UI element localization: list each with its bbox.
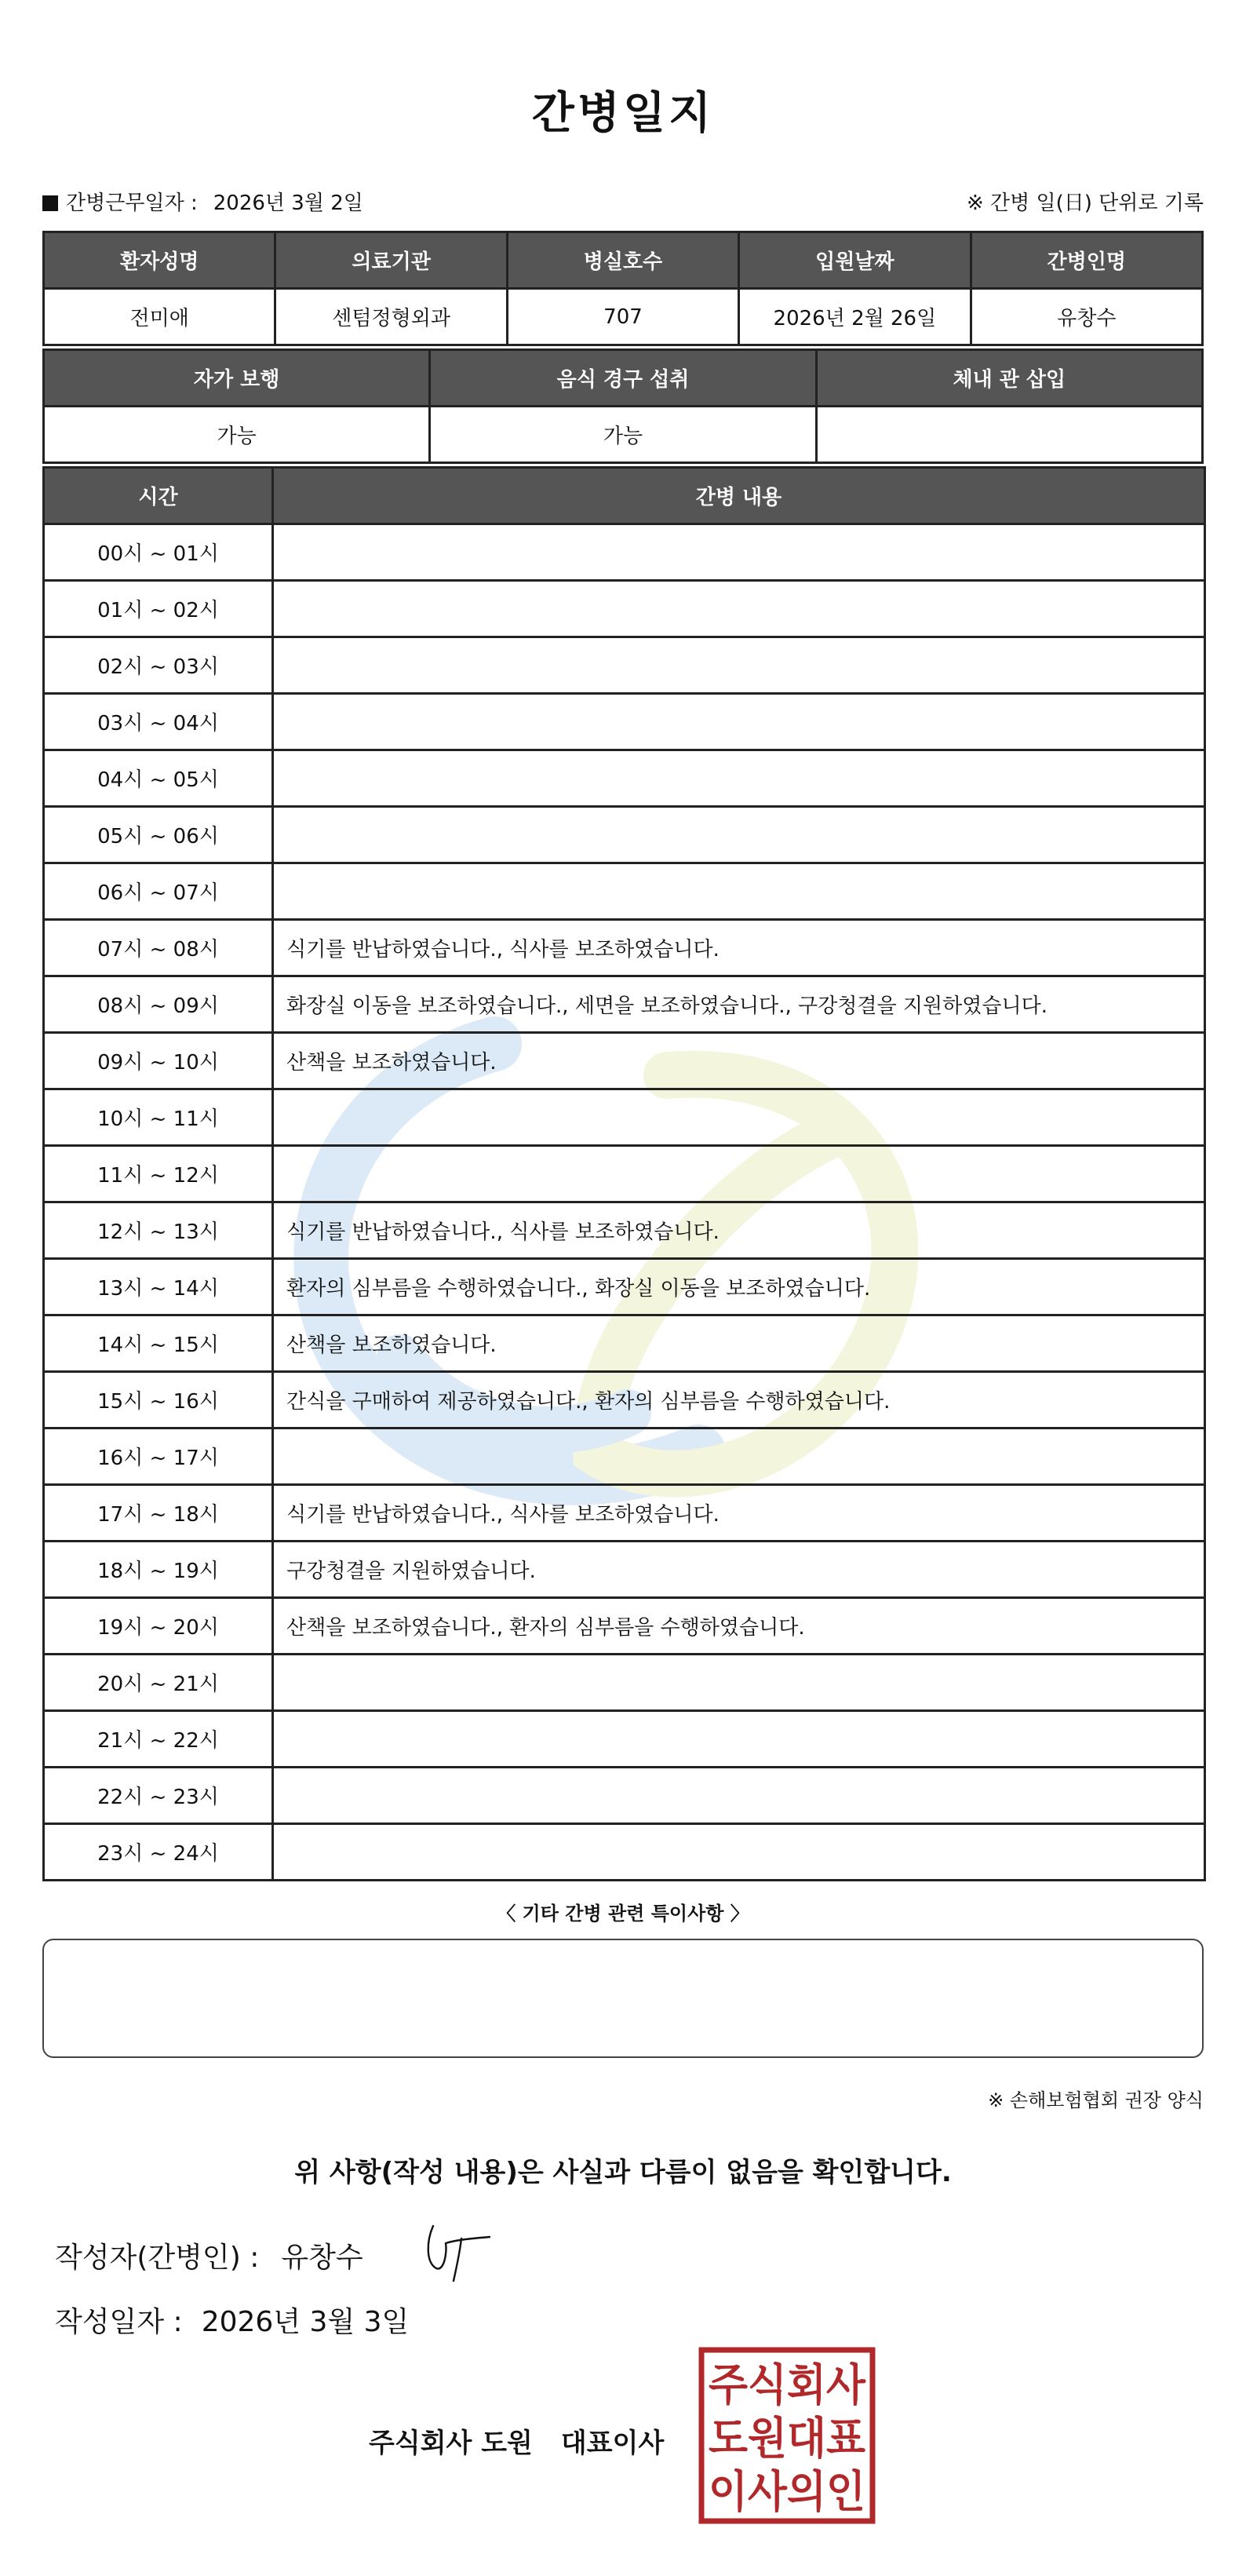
- company-line: [369, 2421, 664, 2460]
- patient-name: 전미애: [44, 289, 275, 345]
- header-patient-name: 환자성명: [44, 232, 275, 289]
- care-content-cell: 구강청결을 지원하였습니다.: [273, 1542, 1205, 1598]
- care-content-cell: [273, 1428, 1205, 1485]
- patient-status-table: [42, 348, 1204, 464]
- header-admission-date: 입원날짜: [739, 232, 971, 289]
- time-cell: 08시 ~ 09시: [44, 976, 273, 1033]
- time-cell: 23시 ~ 24시: [44, 1824, 273, 1881]
- table-row: [44, 1711, 1205, 1768]
- table-row: [44, 807, 1205, 863]
- time-cell: 13시 ~ 14시: [44, 1259, 273, 1315]
- time-cell: 03시 ~ 04시: [44, 694, 273, 750]
- table-row: [44, 694, 1205, 750]
- writer-name: 유창수: [281, 2242, 363, 2274]
- time-cell: 06시 ~ 07시: [44, 863, 273, 920]
- room-number: 707: [507, 289, 738, 345]
- header-caregiver: 간병인명: [971, 232, 1202, 289]
- written-date-value: 2026년 3월 3일: [201, 2306, 410, 2338]
- table-row: [44, 1655, 1205, 1711]
- oral-intake-value: 가능: [430, 407, 816, 463]
- seal-line-2: 도원대표: [709, 2414, 865, 2465]
- care-content-cell: [273, 1768, 1205, 1824]
- table-row: [44, 1315, 1205, 1372]
- recommend-note: ※ 손해보험협회 권장 양식: [988, 2089, 1204, 2111]
- time-cell: 14시 ~ 15시: [44, 1315, 273, 1372]
- header-tube-insertion: 체내 관 삽입: [816, 350, 1202, 407]
- time-cell: 04시 ~ 05시: [44, 750, 273, 807]
- time-cell: 12시 ~ 13시: [44, 1202, 273, 1259]
- time-cell: 17시 ~ 18시: [44, 1485, 273, 1542]
- header-hospital: 의료기관: [275, 232, 507, 289]
- special-notes-box: [42, 1939, 1204, 2058]
- confirmation-statement: 위 사항(작성 내용)은 사실과 다름이 없음을 확인합니다.: [294, 2157, 952, 2188]
- work-date-value: 2026년 3월 2일: [213, 192, 363, 215]
- care-content-cell: [273, 1711, 1205, 1768]
- time-cell: 02시 ~ 03시: [44, 637, 273, 694]
- care-content-cell: [273, 807, 1205, 863]
- time-cell: 15시 ~ 16시: [44, 1372, 273, 1428]
- care-content-cell: 산책을 보조하였습니다.: [273, 1315, 1205, 1372]
- header-time: 시간: [44, 468, 273, 524]
- table-row: [44, 581, 1205, 637]
- signature: [422, 2221, 493, 2284]
- time-cell: 19시 ~ 20시: [44, 1598, 273, 1655]
- care-content-cell: [273, 1146, 1205, 1202]
- time-cell: 00시 ~ 01시: [44, 524, 273, 581]
- time-cell: 10시 ~ 11시: [44, 1089, 273, 1146]
- care-log-table: [42, 466, 1206, 1881]
- table-row: [44, 524, 1205, 581]
- header-oral-intake: 음식 경구 섭취: [430, 350, 816, 407]
- time-cell: 20시 ~ 21시: [44, 1655, 273, 1711]
- time-cell: 07시 ~ 08시: [44, 920, 273, 976]
- time-cell: 05시 ~ 06시: [44, 807, 273, 863]
- header-care-content: 간병 내용: [273, 468, 1205, 524]
- care-content-cell: 화장실 이동을 보조하였습니다., 세면을 보조하였습니다., 구강청결을 지원하였습니다.: [273, 976, 1205, 1033]
- seal-line-3: 이사의인: [709, 2467, 865, 2518]
- time-cell: 09시 ~ 10시: [44, 1033, 273, 1089]
- written-date-label: 작성일자 :: [55, 2306, 183, 2338]
- care-content-cell: 간식을 구매하여 제공하였습니다., 환자의 심부름을 수행하였습니다.: [273, 1372, 1205, 1428]
- table-row: [44, 1542, 1205, 1598]
- table-row: [44, 1485, 1205, 1542]
- care-content-cell: [273, 1824, 1205, 1881]
- time-cell: 18시 ~ 19시: [44, 1542, 273, 1598]
- care-content-cell: [273, 863, 1205, 920]
- care-content-cell: [273, 581, 1205, 637]
- table-row: [44, 1768, 1205, 1824]
- company-seal: [698, 2347, 876, 2524]
- written-date-line: [55, 2300, 409, 2340]
- time-cell: 16시 ~ 17시: [44, 1428, 273, 1485]
- admission-date: 2026년 2월 26일: [739, 289, 971, 345]
- writer-label: 작성자(간병인) :: [55, 2242, 260, 2274]
- header-self-walking: 자가 보행: [44, 350, 430, 407]
- patient-info-table: [42, 231, 1204, 346]
- table-row: [44, 1372, 1205, 1428]
- table-row: [44, 1428, 1205, 1485]
- work-date-label: 간병근무일자 :: [66, 192, 198, 215]
- hospital-name: 센텀정형외과: [275, 289, 507, 345]
- meta-row: [42, 187, 1204, 218]
- table-row: [44, 920, 1205, 976]
- caregiver-name: 유창수: [971, 289, 1202, 345]
- table-row: [44, 637, 1205, 694]
- care-content-cell: [273, 637, 1205, 694]
- care-content-cell: 산책을 보조하였습니다.: [273, 1033, 1205, 1089]
- self-walking-value: 가능: [44, 407, 430, 463]
- work-date: [42, 187, 363, 216]
- table-row: [44, 1824, 1205, 1881]
- writer-line: [55, 2235, 363, 2275]
- table-row: [44, 1089, 1205, 1146]
- header-room: 병실호수: [507, 232, 738, 289]
- care-content-cell: 식기를 반납하였습니다., 식사를 보조하였습니다.: [273, 1485, 1205, 1542]
- table-row: [44, 1598, 1205, 1655]
- table-row: [44, 1259, 1205, 1315]
- table-row: [44, 863, 1205, 920]
- care-content-cell: [273, 694, 1205, 750]
- care-content-cell: 산책을 보조하였습니다., 환자의 심부름을 수행하였습니다.: [273, 1598, 1205, 1655]
- table-row: [44, 1146, 1205, 1202]
- table-row: [44, 1033, 1205, 1089]
- seal-line-1: 주식회사: [709, 2360, 866, 2411]
- time-cell: 01시 ~ 02시: [44, 581, 273, 637]
- table-row: [44, 750, 1205, 807]
- tube-insertion-value: [816, 407, 1202, 463]
- unit-note: ※ 간병 일(日) 단위로 기록: [966, 192, 1204, 215]
- table-row: [44, 976, 1205, 1033]
- square-bullet-icon: [42, 195, 58, 211]
- time-cell: 11시 ~ 12시: [44, 1146, 273, 1202]
- care-content-cell: 환자의 심부름을 수행하였습니다., 화장실 이동을 보조하였습니다.: [273, 1259, 1205, 1315]
- company-name: 주식회사 도원: [369, 2428, 533, 2459]
- care-content-cell: [273, 750, 1205, 807]
- table-row: [44, 1202, 1205, 1259]
- care-content-cell: [273, 1089, 1205, 1146]
- care-content-cell: [273, 1655, 1205, 1711]
- care-content-cell: [273, 524, 1205, 581]
- page-title: 간병일지: [531, 88, 715, 139]
- care-content-cell: 식기를 반납하였습니다., 식사를 보조하였습니다.: [273, 920, 1205, 976]
- special-notes-label: 〈 기타 간병 관련 특이사항 〉: [497, 1903, 749, 1925]
- time-cell: 22시 ~ 23시: [44, 1768, 273, 1824]
- time-cell: 21시 ~ 22시: [44, 1711, 273, 1768]
- care-log-body: [44, 524, 1205, 1881]
- care-content-cell: 식기를 반납하였습니다., 식사를 보조하였습니다.: [273, 1202, 1205, 1259]
- company-rep: 대표이사: [560, 2428, 665, 2459]
